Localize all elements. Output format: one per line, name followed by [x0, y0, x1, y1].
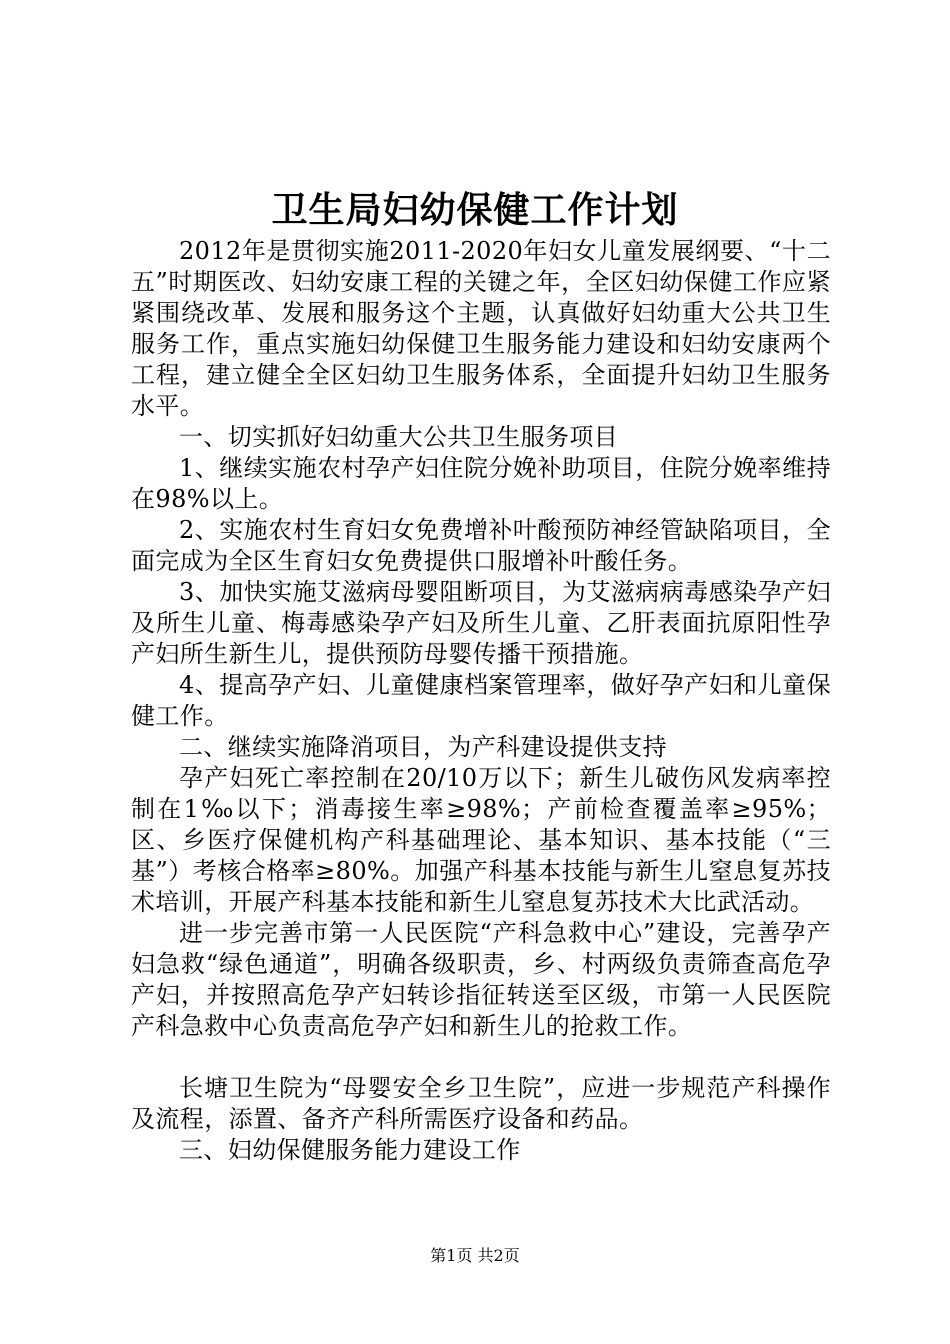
- paragraph-item-2: 2、实施农村生育妇女免费增补叶酸预防神经管缺陷项目，全面完成为全区生育妇女免费提供口服增补叶酸任务。: [131, 516, 831, 575]
- document-title: 卫生局妇幼保健工作计划: [271, 189, 679, 231]
- paragraph-item-1: 1、继续实施农村孕产妇住院分娩补助项目，住院分娩率维持在98%以上。: [131, 454, 831, 513]
- paragraph-intro: 2012年是贯彻实施2011-2020年妇女儿童发展纲要、“十二五”时期医改、妇幼安康工程的关键之年，全区妇幼保健工作应紧紧围绕改革、发展和服务这个主题，认真做好妇幼重大公共卫生服务工作，重点实施妇幼保健卫生服务能力建设和妇幼安康两个工程，建立健全全区妇幼卫生服务体系，全面提升妇幼卫生服务水平。: [131, 237, 831, 420]
- section-heading-3: 三、妇幼保健服务能力建设工作: [179, 1136, 521, 1164]
- paragraph-item-3: 3、加快实施艾滋病母婴阻断项目，为艾滋病病毒感染孕产妇及所生儿童、梅毒感染孕产妇及所生儿童、乙肝表面抗原阳性孕产妇所生新生儿，提供预防母婴传播干预措施。: [131, 578, 831, 668]
- section-heading-1: 一、切实抓好妇幼重大公共卫生服务项目: [179, 423, 619, 451]
- page-number-footer: 第1页 共2页: [430, 1246, 520, 1265]
- section-heading-2: 二、继续实施降消项目，为产科建设提供支持: [179, 733, 667, 761]
- paragraph-changtang: 长塘卫生院为“母婴安全乡卫生院”，应进一步规范产科操作及流程，添置、备齐产科所需医疗设备和药品。: [131, 1074, 831, 1133]
- paragraph-item-4: 4、提高孕产妇、儿童健康档案管理率，做好孕产妇和儿童保健工作。: [131, 671, 831, 730]
- paragraph-targets: 孕产妇死亡率控制在20/10万以下；新生儿破伤风发病率控制在1‰以下；消毒接生率≥98%；产前检查覆盖率≥95%；区、乡医疗保健机构产科基础理论、基本知识、基本技能（“三基”）考核合格率≥80%。加强产科基本技能与新生儿窒息复苏技术培训，开展产科基本技能和新生儿窒息复苏技术大比武活动。: [131, 764, 831, 916]
- paragraph-emergency-center: 进一步完善市第一人民医院“产科急救中心”建设，完善孕产妇急救“绿色通道”，明确各级职责，乡、村两级负责筛查高危孕产妇，并按照高危孕产妇转诊指征转送至区级，市第一人民医院产科急救中心负责高危孕产妇和新生儿的抢救工作。: [131, 919, 831, 1040]
- document-body: [131, 236, 831, 1166]
